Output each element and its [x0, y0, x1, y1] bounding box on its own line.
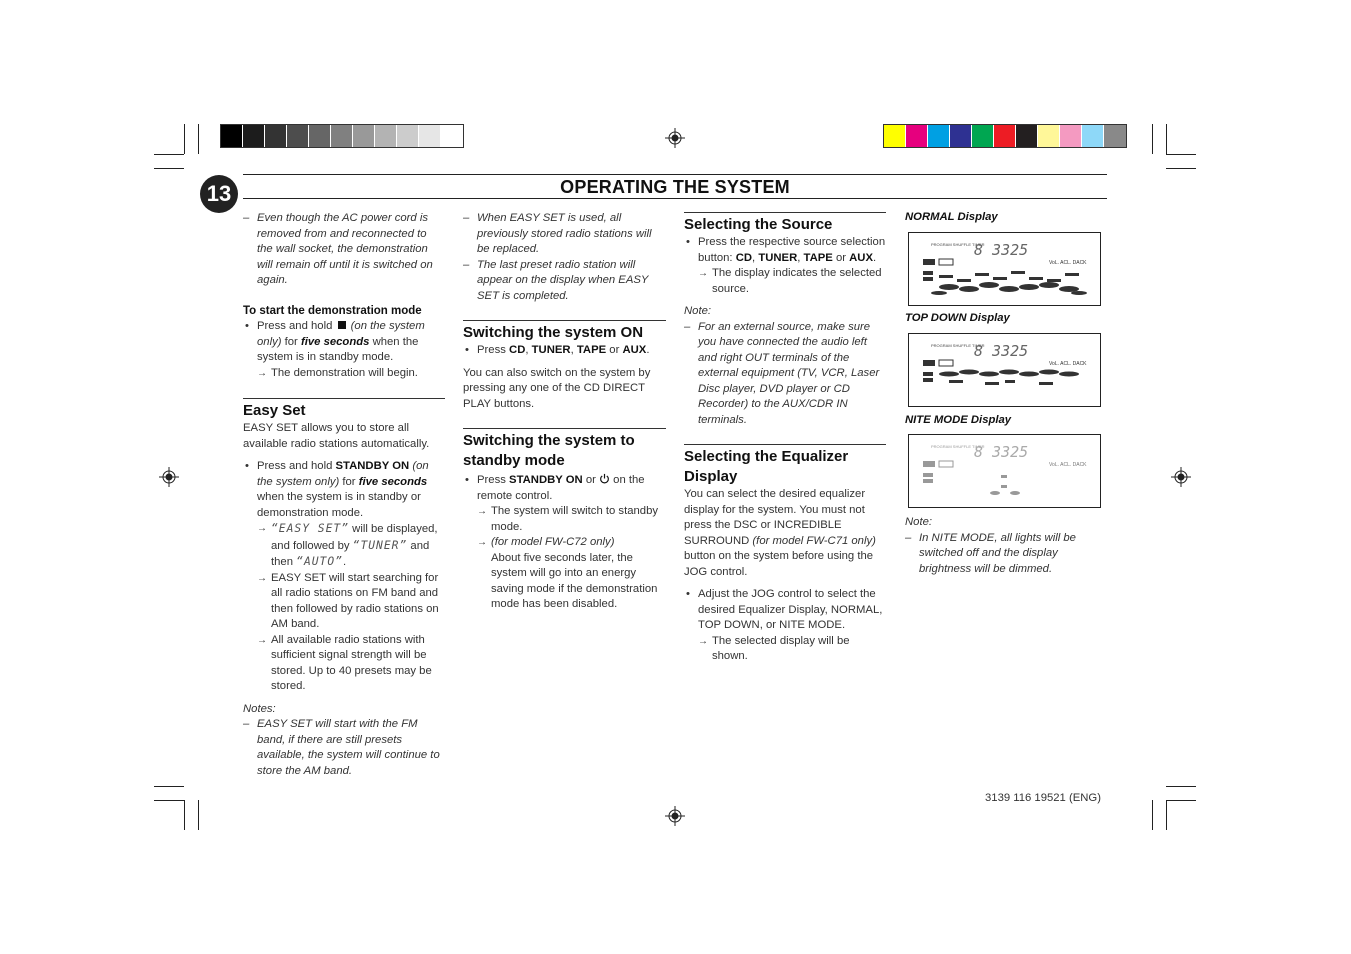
- arrow-item: → EASY SET will start searching for all radio stations on FM band and then followed by radio stations on AM band.: [243, 571, 445, 633]
- arrow-item: → The selected display will be shown.: [684, 634, 886, 665]
- calibration-swatch: [265, 125, 287, 147]
- arrow-item: → “EASY SET” will be displayed, and followed by “TUNER” and then “AUTO”.: [243, 521, 445, 571]
- crop-mark: [1166, 124, 1167, 154]
- calibration-swatch: [950, 125, 972, 147]
- bullet-item: • Press and hold (on the system only) for five seconds when the system is in standby mode.: [243, 319, 445, 366]
- svg-text:VoL. ACL. DACK: VoL. ACL. DACK: [1049, 361, 1087, 367]
- svg-text:VoL. ACL. DACK: VoL. ACL. DACK: [1049, 260, 1087, 266]
- crop-mark: [1166, 786, 1196, 787]
- calibration-swatch: [1060, 125, 1082, 147]
- column-4-note: [905, 515, 1105, 577]
- paragraph: You can also switch on the system by pressing any one of the CD DIRECT PLAY buttons.: [463, 366, 651, 410]
- arrow-item: → (for model FW-C72 only) About five seconds later, the system will go into an energy saving mode if the demonstration mode has been disabled.: [463, 535, 666, 613]
- svg-text:8 3325: 8 3325: [974, 443, 1029, 461]
- svg-text:8 3325: 8 3325: [974, 342, 1029, 360]
- crop-mark: [1152, 124, 1153, 154]
- lcd-display-icon: [909, 233, 1100, 305]
- bullet-item: • Press and hold STANDBY ON (on the system only) for five seconds when the system is in standby or demonstration mode.: [243, 459, 445, 521]
- note-text: – For an external source, make sure you have connected the audio left and right OUT terminals of the external equipment (TV, VCR, Laser Disc player, DVD player or CD Recorder) to the AUX/CDR IN terminals.: [684, 320, 886, 429]
- color-calibration-bar: [883, 124, 1127, 148]
- crop-mark: [154, 800, 184, 801]
- calibration-swatch: [287, 125, 309, 147]
- header-rule: [243, 198, 1107, 199]
- crop-mark: [198, 800, 199, 830]
- section-heading: Switching the system ON: [463, 320, 666, 343]
- arrow-item: → All available radio stations with sufficient signal strength will be stored. Up to 40 presets may be stored.: [243, 633, 445, 695]
- calibration-swatch: [309, 125, 331, 147]
- calibration-swatch: [419, 125, 441, 147]
- stop-icon: [338, 321, 346, 329]
- calibration-swatch: [1038, 125, 1060, 147]
- calibration-swatch: [884, 125, 906, 147]
- calibration-swatch: [397, 125, 419, 147]
- svg-text:8 3325: 8 3325: [974, 241, 1029, 259]
- note-text: – Even though the AC power cord is removed from and reconnected to the wall socket, the demonstration will remain off until it is switched on again.: [243, 211, 445, 289]
- lcd-display-icon: [909, 334, 1100, 406]
- bullet-item: • Press CD, TUNER, TAPE or AUX.: [463, 343, 666, 359]
- normal-display-illustration: [908, 232, 1101, 306]
- section-heading: Selecting the Source: [684, 212, 886, 235]
- calibration-swatch: [375, 125, 397, 147]
- note-text: – In NITE MODE, all lights will be switched off and the display brightness will be dimmed.: [905, 531, 1105, 578]
- registration-mark-icon: [665, 806, 685, 826]
- column-1: [243, 211, 445, 779]
- crop-mark: [1166, 800, 1167, 830]
- crop-mark: [184, 124, 185, 154]
- note-text: – When EASY SET is used, all previously stored radio stations will be replaced.: [463, 211, 666, 258]
- calibration-swatch: [906, 125, 928, 147]
- note-label: Note:: [905, 516, 933, 528]
- lcd-display-icon: [909, 435, 1100, 507]
- calibration-swatch: [441, 125, 463, 147]
- bullet-item: • Press STANDBY ON or on the remote control.: [463, 473, 666, 504]
- svg-text:PROGRAM SHUFFLE TIMER: PROGRAM SHUFFLE TIMER: [931, 444, 985, 449]
- arrow-item: → The system will switch to standby mode.: [463, 504, 666, 535]
- crop-mark: [198, 124, 199, 154]
- grayscale-calibration-bar: [220, 124, 464, 148]
- svg-text:PROGRAM SHUFFLE TIMER: PROGRAM SHUFFLE TIMER: [931, 242, 985, 247]
- calibration-swatch: [243, 125, 265, 147]
- svg-text:VoL. ACL. DACK: VoL. ACL. DACK: [1049, 462, 1087, 468]
- section-heading: Switching the system to standby mode: [463, 428, 666, 471]
- display-label-nite: NITE MODE Display: [905, 414, 1012, 426]
- crop-mark: [1166, 800, 1196, 801]
- registration-mark-icon: [665, 128, 685, 148]
- section-heading: Easy Set: [243, 398, 445, 421]
- arrow-item: → The demonstration will begin.: [243, 366, 445, 382]
- arrow-item: → The display indicates the selected source.: [684, 266, 886, 297]
- crop-mark: [1152, 800, 1153, 830]
- crop-mark: [154, 168, 184, 169]
- paragraph: EASY SET allows you to store all available radio stations automatically.: [243, 422, 430, 450]
- page-title: OPERATING THE SYSTEM: [560, 177, 790, 197]
- note-text: – The last preset radio station will appear on the display when EASY SET is completed.: [463, 258, 666, 305]
- topdown-display-illustration: [908, 333, 1101, 407]
- crop-mark: [1166, 168, 1196, 169]
- crop-mark: [154, 786, 184, 787]
- calibration-swatch: [928, 125, 950, 147]
- display-label-topdown: TOP DOWN Display: [905, 312, 1010, 324]
- display-label-normal: NORMAL Display: [905, 211, 998, 223]
- registration-mark-icon: [159, 467, 179, 487]
- section-heading: Selecting the Equalizer Display: [684, 444, 886, 487]
- calibration-swatch: [994, 125, 1016, 147]
- crop-mark: [154, 154, 184, 155]
- calibration-swatch: [221, 125, 243, 147]
- page-number-badge: 13: [200, 175, 238, 213]
- nite-display-illustration: [908, 434, 1101, 508]
- power-icon: [599, 473, 610, 484]
- bullet-item: • Press the respective source selection button: CD, TUNER, TAPE or AUX.: [684, 235, 886, 266]
- calibration-swatch: [1082, 125, 1104, 147]
- column-2: [463, 211, 666, 613]
- crop-mark: [184, 800, 185, 830]
- header-rule: [243, 174, 1107, 175]
- section-heading: To start the demonstration mode: [243, 304, 422, 317]
- notes-label: Notes:: [243, 702, 276, 715]
- registration-mark-icon: [1171, 467, 1191, 487]
- paragraph: You can select the desired equalizer display for the system. You must not press the DSC or INCREDIBLE SURROUND (for model FW-C71 only) button on the system before using the JOG control.: [684, 488, 876, 578]
- crop-mark: [1166, 154, 1196, 155]
- footer-code: 3139 116 19521 (ENG): [985, 792, 1101, 804]
- bullet-item: • Adjust the JOG control to select the desired Equalizer Display, NORMAL, TOP DOWN, or NITE MODE.: [684, 587, 886, 634]
- column-3: [684, 212, 886, 665]
- calibration-swatch: [972, 125, 994, 147]
- calibration-swatch: [1016, 125, 1038, 147]
- calibration-swatch: [331, 125, 353, 147]
- note-label: Note:: [684, 305, 712, 317]
- calibration-swatch: [353, 125, 375, 147]
- calibration-swatch: [1104, 125, 1126, 147]
- note-text: – EASY SET will start with the FM band, if there are still presets available, the system will continue to store the AM band.: [243, 717, 445, 779]
- svg-text:PROGRAM SHUFFLE TIMER: PROGRAM SHUFFLE TIMER: [931, 343, 985, 348]
